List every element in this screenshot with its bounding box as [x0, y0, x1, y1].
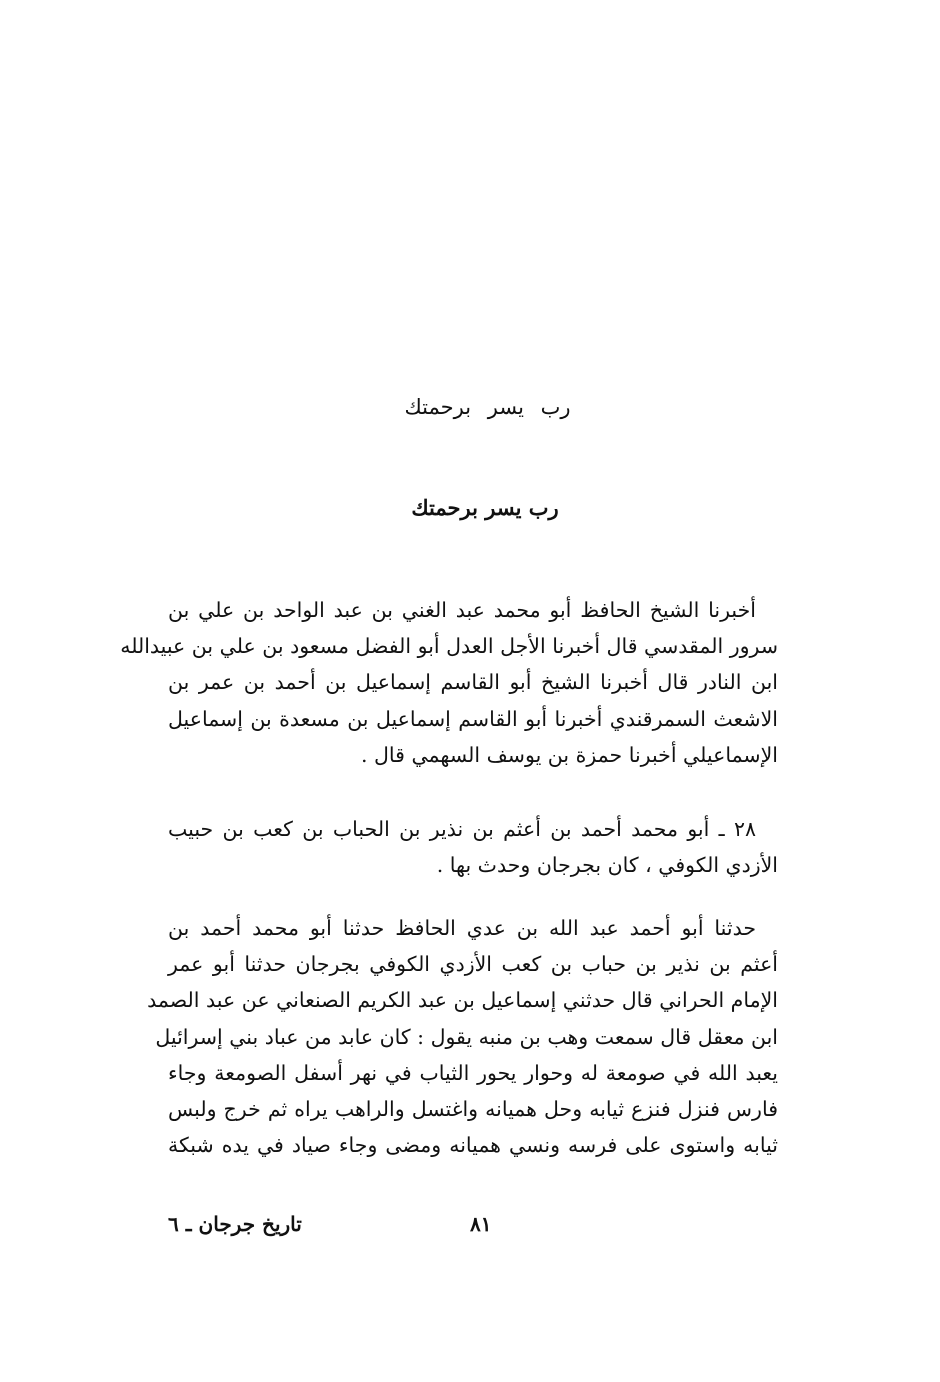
text-line: أخبرنا الشيخ الحافظ أبو محمد عبد الغني بن عبد الواحد بن علي بن	[168, 598, 756, 622]
isnad-paragraph	[120, 592, 778, 773]
text-line: سرور المقدسي قال أخبرنا الأجل العدل أبو الفضل مسعود بن علي بن عبيدالله	[120, 634, 778, 659]
page-number: ٨١	[470, 1212, 492, 1236]
text-line: ابن معقل قال سمعت وهب بن منبه يقول : كان عابد من عباد بني إسرائيل	[155, 1024, 778, 1049]
text-line: الإمام الحراني قال حدثني إسماعيل بن عبد الكريم الصنعاني عن عبد الصمد	[147, 988, 778, 1013]
text-line: أعثم بن نذير بن حباب بن كعب الأزدي الكوفي بجرجان حدثنا أبو عمر	[168, 952, 778, 977]
biography-entry-paragraph	[168, 811, 778, 883]
page-footer	[0, 1212, 940, 1252]
basmala-plain-header: رب يسر برحمتك	[404, 395, 571, 419]
text-line: الأزدي الكوفي ، كان بجرجان وحدث بها .	[436, 853, 778, 878]
text-line: حدثنا أبو أحمد عبد الله بن عدي الحافظ حدثنا أبو محمد أحمد بن	[168, 916, 756, 940]
hadith-narration-paragraph	[147, 910, 778, 1163]
text-line: الاشعث السمرقندي أخبرنا أبو القاسم إسماعيل بن مسعدة بن إسماعيل	[168, 706, 778, 731]
text-line: ٢٨ ـ أبو محمد أحمد بن أعثم بن نذير بن الحباب بن كعب بن حبيب	[168, 817, 756, 841]
text-line: ثيابه واستوى على فرسه ونسي هميانه ومضى وجاء صياد في يده شبكة	[168, 1133, 778, 1158]
text-line: فارس فنزل فنزع ثيابه وحل همیانه واغتسل والراهب یراه ثم خرج ولبس	[168, 1096, 778, 1121]
text-line: ابن النادر قال أخبرنا الشيخ أبو القاسم إسماعيل بن أحمد بن عمر بن	[168, 670, 778, 695]
basmala-bold-header: رب يسر برحمتك	[411, 495, 559, 520]
text-line: الإسماعيلي أخبرنا حمزة بن يوسف السهمي قال .	[360, 742, 778, 767]
text-line: يعبد الله في صومعة له وحوار يحور الثياب في نهر أسفل الصومعة وجاء	[168, 1060, 778, 1085]
book-title-footer: تاريخ جرجان ـ ٦	[168, 1212, 302, 1236]
